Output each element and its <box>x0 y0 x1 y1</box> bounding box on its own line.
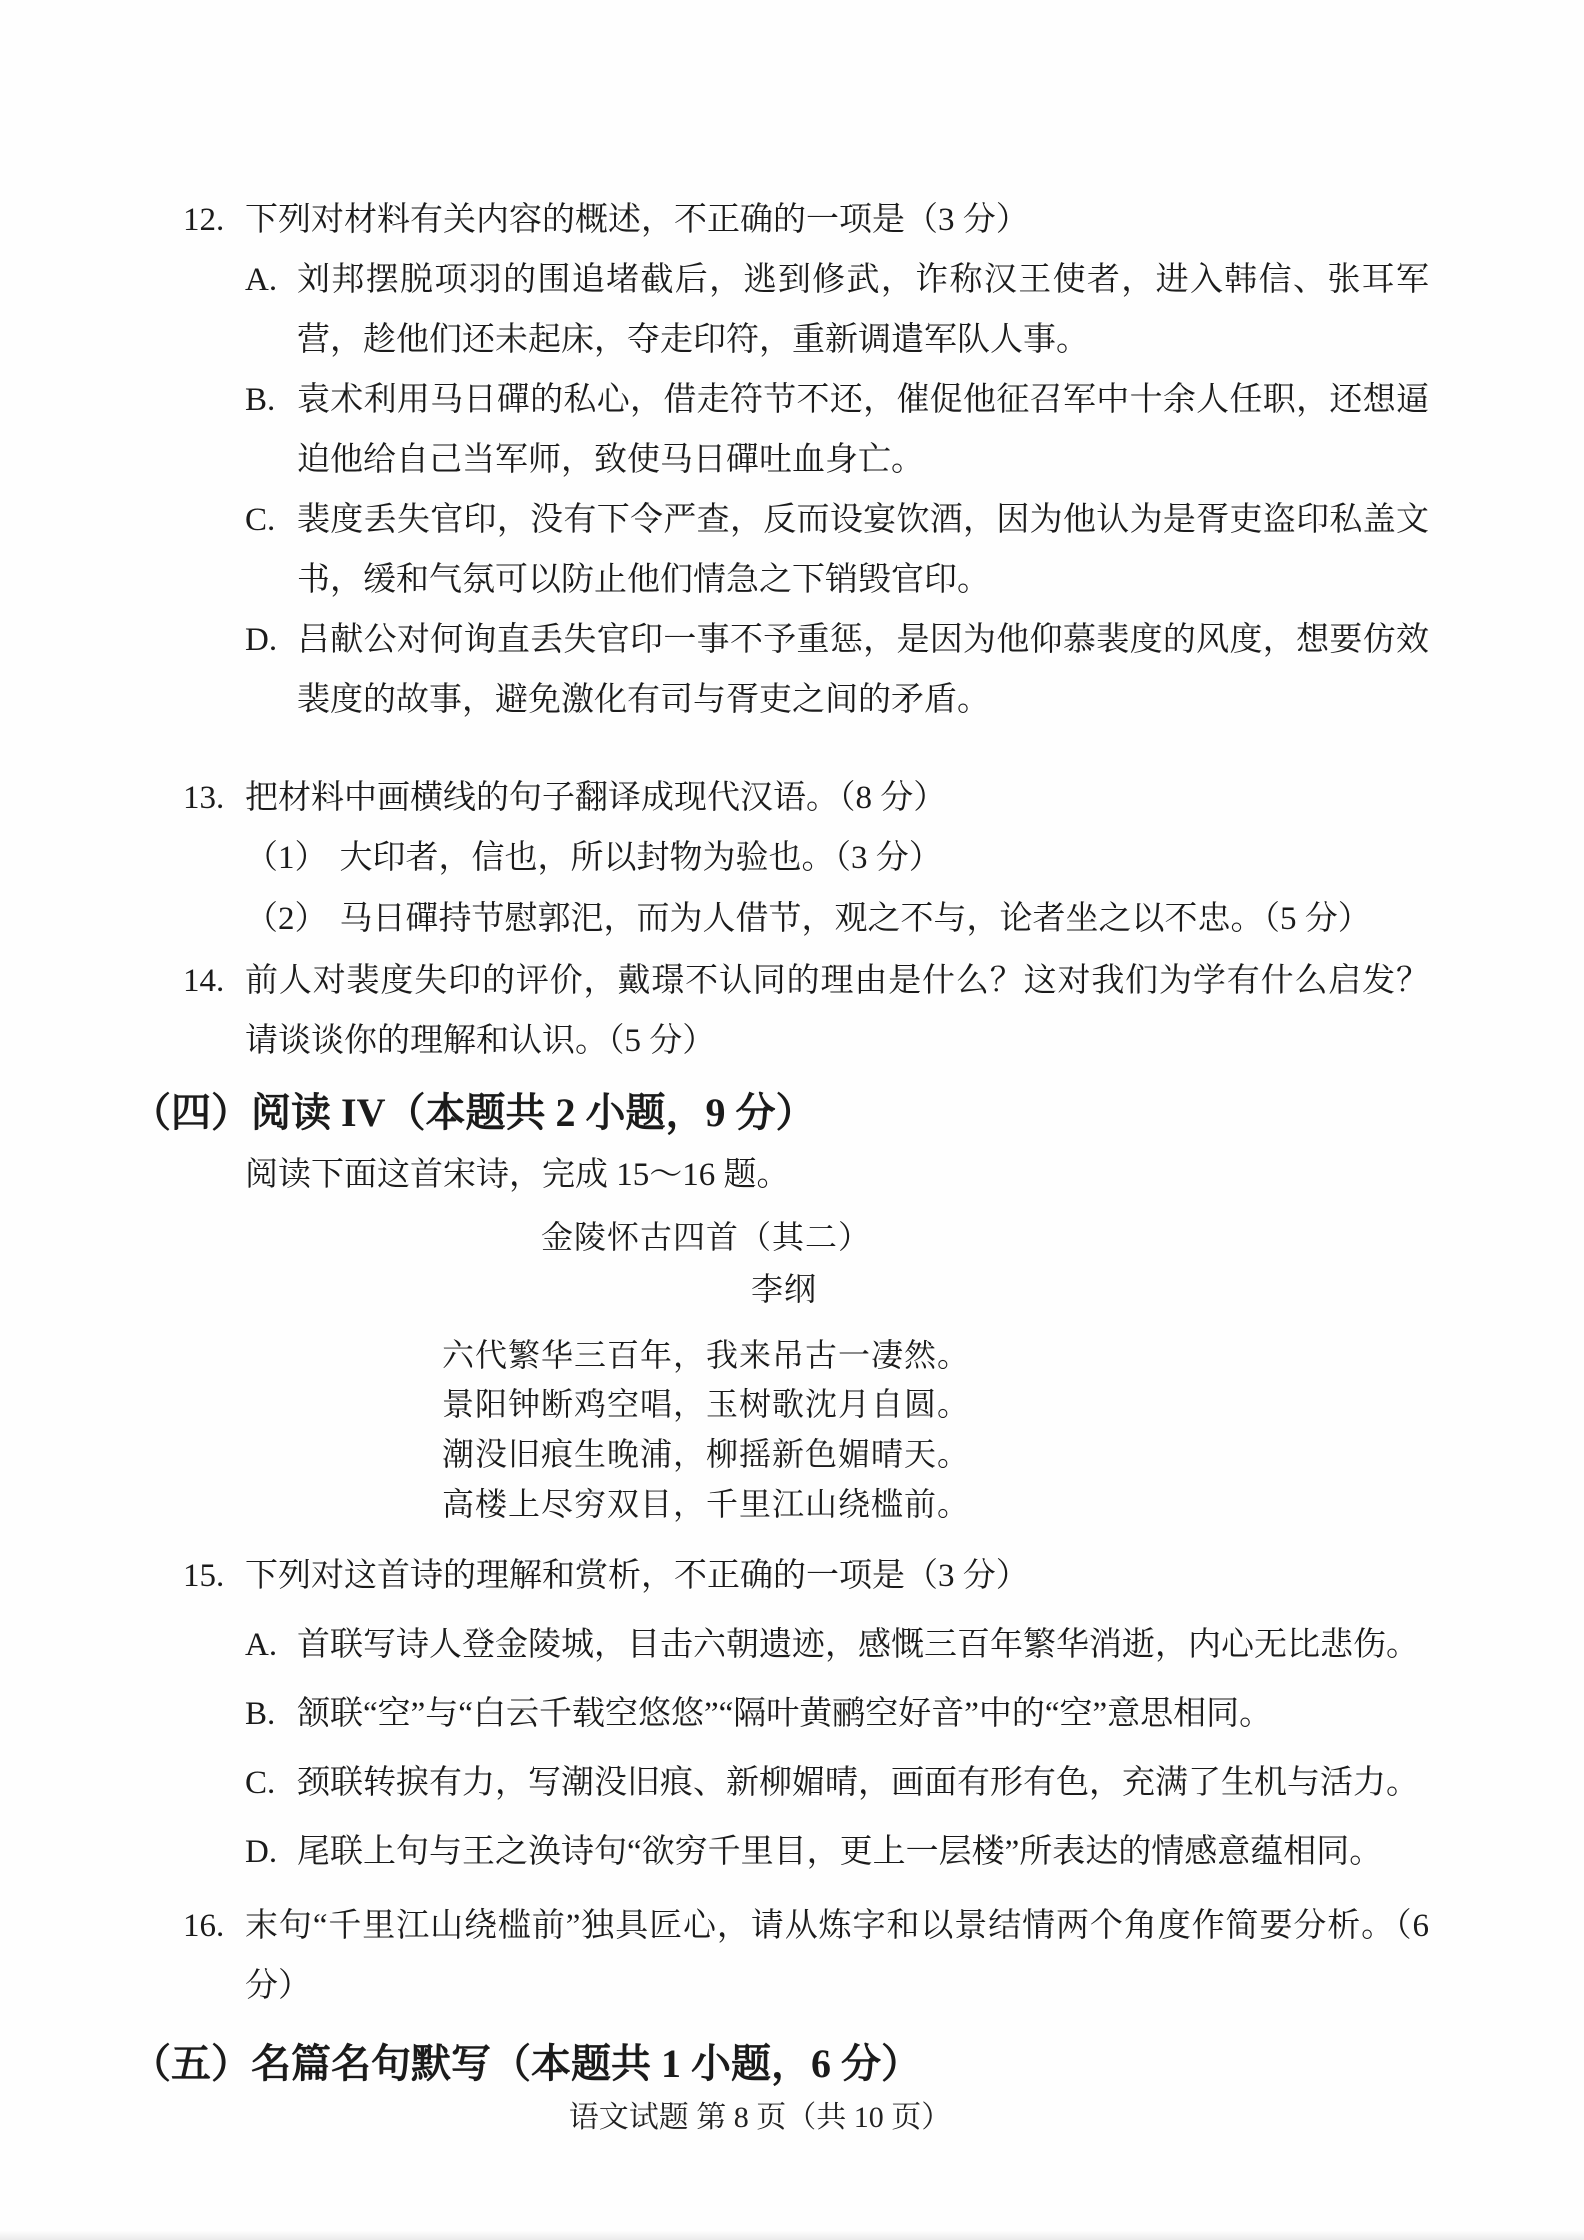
question-12-stem: 下列对材料有关内容的概述，不正确的一项是（3 分） <box>245 202 1029 238</box>
question-13-stem: 把材料中画横线的句子翻译成现代汉语。（8 分） <box>245 780 947 817</box>
poem-line-4: 高楼上尽穷双目，千里江山绕槛前。 <box>441 1486 970 1523</box>
question-16-body <box>245 1896 1429 2016</box>
option-text: 颔联“空”与“白云千载空悠悠”“隔叶黄鹂空好音”中的“空”意思相同。 <box>297 1696 1273 1733</box>
question-15-number: 15. <box>183 1558 225 1595</box>
question-13-item-2 <box>245 889 1429 949</box>
option-label: D. <box>245 1834 278 1871</box>
question-12-option-d <box>245 610 1429 730</box>
section-5-heading: （五）名篇名句默写（本题共 1 小题，6 分） <box>131 2041 921 2087</box>
option-text: 颈联转捩有力，写潮没旧痕、新柳媚晴，画面有形有色，充满了生机与活力。 <box>297 1765 1419 1802</box>
option-label: A. <box>245 1627 278 1664</box>
question-15-option-b <box>245 1684 1429 1744</box>
question-15-stem: 下列对这首诗的理解和赏析，不正确的一项是（3 分） <box>245 1558 1029 1595</box>
question-16-number: 16. <box>183 1908 225 1945</box>
option-label: D. <box>245 622 278 659</box>
question-16-stem: 末句“千里江山绕槛前”独具匠心，请从炼字和以景结情两个角度作简要分析。（6 分） <box>245 1908 1429 2005</box>
question-13-item-1 <box>245 828 1429 888</box>
question-15-option-c <box>245 1753 1429 1813</box>
poem-line-3: 潮没旧痕生晚浦，柳摇新色媚晴天。 <box>441 1436 970 1473</box>
option-label: B. <box>245 1696 276 1733</box>
question-14-body <box>245 951 1429 1071</box>
scan-bottom-edge <box>0 2230 1584 2240</box>
question-14-stem: 前人对裴度失印的评价，戴璟不认同的理由是什么？这对我们为学有什么启发？请谈谈你的理解和认识。（5 分） <box>245 962 1429 1059</box>
option-text: 首联写诗人登金陵城，目击六朝遗迹，感慨三百年繁华消逝，内心无比悲伤。 <box>297 1627 1419 1664</box>
option-label: C. <box>245 1765 276 1802</box>
option-label: B. <box>245 382 276 419</box>
question-14 <box>183 951 1429 1071</box>
question-15-option-d <box>245 1822 1429 1882</box>
poem-line-2: 景阳钟断鸡空唱，玉树歌沈月自圆。 <box>441 1386 970 1423</box>
option-text: 裴度丢失官印，没有下令严查，反而设宴饮酒，因为他认为是胥吏盗印私盖文书，缓和气氛可以防止他们情急之下销毁官印。 <box>297 502 1429 599</box>
poem-line-1: 六代繁华三百年，我来吊古一凄然。 <box>441 1336 970 1373</box>
subitem-text: 大印者，信也，所以封物为验也。（3 分） <box>339 840 942 877</box>
question-16 <box>183 1896 1429 2016</box>
poem <box>83 1213 1329 1530</box>
reading-intro-text: 阅读下面这首宋诗，完成 15～16 题。 <box>245 1156 790 1193</box>
subitem-text: 马日磾持节慰郭汜，而为人借节，观之不与，论者坐之以不忠。（5 分） <box>339 900 1371 937</box>
question-12-option-b <box>245 370 1429 490</box>
question-15-option-a <box>245 1615 1429 1675</box>
reading-intro-row <box>183 1145 1429 1205</box>
question-15-body <box>245 1546 1429 1882</box>
section-4-heading: （四）阅读 IV（本题共 2 小题，9 分） <box>131 1089 816 1135</box>
poem-title: 金陵怀古四首（其二） <box>540 1218 871 1255</box>
question-12 <box>183 190 1429 730</box>
option-label: A. <box>245 262 278 299</box>
option-text: 刘邦摆脱项羽的围追堵截后，逃到修武，诈称汉王使者，进入韩信、张耳军营，趁他们还未起床，夺走印符，重新调遣军队人事。 <box>297 262 1429 359</box>
subitem-label: （1） <box>245 840 328 877</box>
question-12-option-c <box>245 490 1429 610</box>
question-13 <box>183 768 1429 948</box>
question-15 <box>183 1546 1429 1882</box>
option-text: 袁术利用马日磾的私心，借走符节不还，催促他征召军中十余人任职，还想逼迫他给自己当军师，致使马日磾吐血身亡。 <box>297 382 1429 479</box>
question-14-number: 14. <box>183 962 225 999</box>
page-footer: 语文试题 第 8 页（共 10 页） <box>568 2101 952 2134</box>
question-12-number: 12. <box>183 202 225 238</box>
subitem-label: （2） <box>245 900 328 937</box>
option-text: 吕献公对何询直丢失官印一事不予重惩，是因为他仰慕裴度的风度，想要仿效裴度的故事，避免激化有司与胥吏之间的矛盾。 <box>297 622 1429 719</box>
question-12-option-a <box>245 250 1429 370</box>
poem-author: 李纲 <box>750 1270 817 1307</box>
option-text: 尾联上句与王之涣诗句“欲穷千里目，更上一层楼”所表达的情感意蕴相同。 <box>297 1834 1383 1871</box>
question-12-body <box>245 190 1429 730</box>
option-label: C. <box>245 502 276 539</box>
question-13-body <box>245 768 1429 948</box>
question-13-number: 13. <box>183 780 225 817</box>
